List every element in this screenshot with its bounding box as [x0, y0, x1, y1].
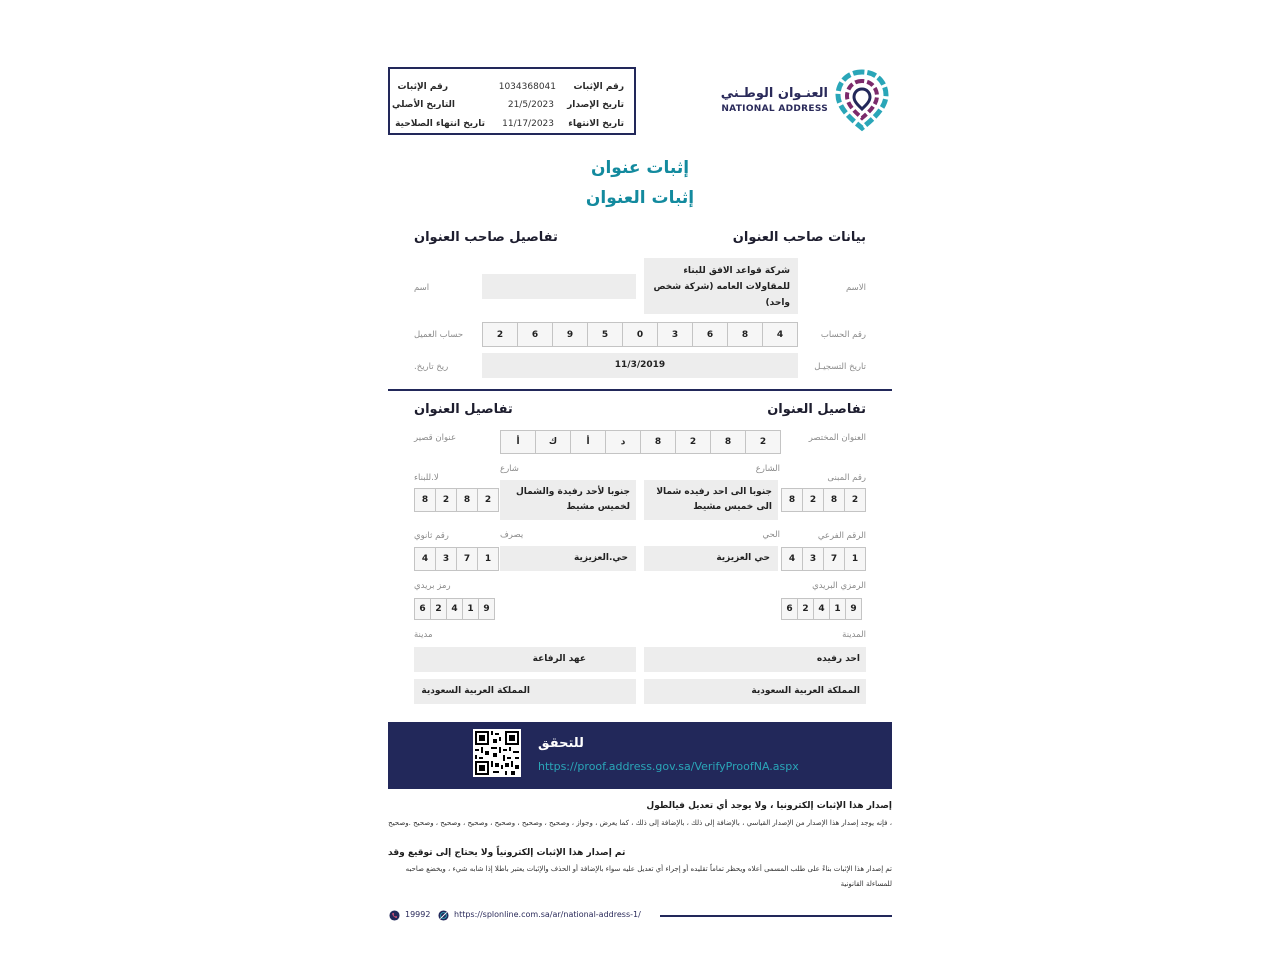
registration-date-label-left: ريخ تاريخ.: [414, 362, 449, 372]
street-label-right: الشارع: [755, 464, 780, 474]
account-digit-box: 3: [657, 322, 693, 347]
sub-number-digit-box: 1: [844, 547, 866, 571]
section-divider: [388, 389, 892, 391]
expiry-date-label: تاريخ الانتهاء: [568, 119, 624, 129]
postal-digit-box: 2: [430, 598, 447, 620]
address-heading-left: تفاصيل العنوان: [414, 402, 513, 417]
sub-number-digit-box: 3: [802, 547, 824, 571]
registration-date-label-right: تاريخ التسجيـل: [814, 362, 866, 372]
account-digit-box: 4: [762, 322, 798, 347]
postal-code-boxes-left: [414, 598, 494, 620]
qr-code-icon: [473, 729, 521, 777]
registration-date-value: 11/3/2019: [482, 353, 798, 378]
district-label-right: الحي: [762, 530, 780, 540]
district-label-left: يصرف: [500, 530, 524, 540]
account-digit-box: 0: [622, 322, 658, 347]
short-address-char-box: أ: [570, 430, 606, 454]
postal-digit-box: 4: [446, 598, 463, 620]
account-digit-box: 6: [517, 322, 553, 347]
city-value-left: عهد الرفاعة: [414, 647, 636, 672]
postal-code-label-right: الرمزي البريدي: [812, 581, 866, 591]
proof-info-box: [388, 67, 636, 135]
building-digit-box: 2: [844, 488, 866, 512]
short-address-char-box: 8: [640, 430, 676, 454]
owner-heading-left: تفاصيل صاحب العنوان: [414, 230, 558, 245]
sub-number-boxes-left: [414, 547, 498, 571]
building-digit-box: 8: [414, 488, 436, 512]
account-number-boxes: [482, 322, 797, 347]
building-digit-box: 8: [823, 488, 845, 512]
footer-website-link[interactable]: https://splonline.com.sa/ar/national-address-1/: [454, 910, 641, 919]
name-label-right: الاسم: [846, 283, 866, 293]
building-digit-box: 8: [456, 488, 478, 512]
sub-number-label-right: الرقم الفرعي: [817, 531, 866, 541]
owner-heading-right: بيانات صاحب العنوان: [732, 230, 866, 245]
building-digit-box: 8: [781, 488, 803, 512]
expiry-date-label-alt: تاريخ انتهاء الصلاحية: [395, 119, 485, 129]
city-value-right: احد رفيده: [644, 647, 866, 672]
short-address-label-right: العنوان المختصر: [808, 433, 866, 443]
footer: [388, 909, 892, 925]
account-digit-box: 8: [727, 322, 763, 347]
map-pin-logo-icon: [832, 68, 892, 132]
issue-date-value: 21/5/2023: [507, 100, 554, 110]
short-address-boxes: [500, 430, 780, 454]
sub-number-digit-box: 7: [456, 547, 478, 571]
district-value-left: حي.العزيزية: [500, 546, 636, 571]
short-address-char-box: 8: [710, 430, 746, 454]
building-digit-box: 2: [477, 488, 499, 512]
district-value-right: حي العزيزية: [644, 546, 778, 571]
account-digit-box: 2: [482, 322, 518, 347]
verification-band: [388, 722, 892, 789]
account-digit-box: 6: [692, 322, 728, 347]
country-value-left: المملكة العربية السعودية: [414, 679, 636, 704]
postal-digit-box: 1: [829, 598, 846, 620]
short-address-char-box: 2: [745, 430, 781, 454]
building-number-label-right: رقم المبنى: [827, 473, 866, 483]
national-address-logo: [712, 68, 892, 134]
sub-number-label-left: رقم ثانوي: [414, 531, 449, 541]
account-label-right: رقم الحساب: [820, 330, 866, 340]
building-number-boxes-left: [414, 488, 498, 512]
footer-rule: [660, 915, 892, 917]
building-digit-box: 2: [802, 488, 824, 512]
city-label-right: المدينة: [842, 630, 866, 640]
proof-number-label: رقم الإثبات: [573, 82, 624, 92]
expiry-date-value: 11/17/2023: [502, 119, 554, 129]
logo-arabic-text: العنـوان الوطـني: [720, 86, 828, 101]
street-value-right: جنوبا الى احد رفيده شمالا الى خميس مشيط: [644, 480, 778, 520]
postal-digit-box: 9: [478, 598, 495, 620]
issue-date-label: تاريخ الإصدار: [567, 100, 624, 110]
phone-icon: [389, 910, 400, 921]
page-title: إثبات عنوان: [590, 158, 690, 178]
postal-digit-box: 6: [414, 598, 431, 620]
short-address-char-box: 2: [675, 430, 711, 454]
building-number-boxes-right: [781, 488, 865, 512]
page-subtitle: إثبات العنوان: [585, 188, 695, 208]
note-heading-1: إصدار هذا الإثبات إلكترونيا ، ولا يوجد أي تعديل فيالطول: [646, 801, 892, 811]
postal-digit-box: 2: [797, 598, 814, 620]
account-digit-box: 9: [552, 322, 588, 347]
footer-phone[interactable]: 19992: [405, 910, 431, 919]
postal-digit-box: 4: [813, 598, 830, 620]
name-label-left: اسم: [414, 283, 430, 293]
globe-icon: [438, 910, 449, 921]
postal-digit-box: 6: [781, 598, 798, 620]
sub-number-boxes-right: [781, 547, 865, 571]
verify-url-link[interactable]: https://proof.address.gov.sa/VerifyProofNA.aspx: [538, 760, 799, 773]
short-address-char-box: أ: [500, 430, 536, 454]
postal-digit-box: 1: [462, 598, 479, 620]
short-address-char-box: د: [605, 430, 641, 454]
short-address-label-left: عنوان قصير: [414, 433, 457, 443]
postal-code-boxes-right: [781, 598, 861, 620]
sub-number-digit-box: 4: [414, 547, 436, 571]
note-paragraph-1: ، فإنه يوجد إصدار هذا الإصدار من الإصدار القياسي ، بالإضافة إلى ذلك ، بالإضافة إلى ذلك ، كما يعرض ، وجواز ، وصحيح ، وصحيح ، وصحيح ، وصحيح ، وصحيح ، وصحيح .وصحيح: [388, 819, 892, 827]
country-value-right: المملكة العربية السعودية: [644, 679, 866, 704]
proof-number-value: 1034368041: [498, 82, 556, 92]
logo-english-text: NATIONAL ADDRESS: [721, 104, 828, 114]
short-address-char-box: ك: [535, 430, 571, 454]
name-value: شركة قواعد الافق للبناء للمقاولات العامه (شركة شخص واحد): [644, 258, 798, 314]
sub-number-digit-box: 4: [781, 547, 803, 571]
account-digit-box: 5: [587, 322, 623, 347]
account-label-left: حساب العميل: [414, 330, 464, 340]
qr-code[interactable]: [473, 729, 521, 777]
street-value-left: جنوبا لأحد رفيدة والشمال لخميس مشيط: [500, 480, 636, 520]
name-value-left-empty: [482, 274, 636, 299]
note-heading-2: تم إصدار هذا الإثبات إلكترونياً ولا يحتاج إلى توقيع وقد: [388, 848, 626, 858]
note-paragraph-2: تم إصدار هذا الإثبات بناءً على طلب المسمى أعلاه ويحظر تماماً تقليده أو إجراء أي تعديل عليه سواء بالإضافة أو الحذف والإثبات يعتبر باطلا إذا شابه شيء ، ويخضع صاحبه للمساءلة القانونية: [405, 865, 892, 888]
sub-number-digit-box: 1: [477, 547, 499, 571]
building-number-label-left: لا.للبناء: [414, 473, 439, 483]
proof-number-label-alt: رقم الإثبات: [397, 82, 448, 92]
issue-date-label-alt: التاريخ الأصلي: [392, 100, 455, 110]
street-label-left: شارع: [500, 464, 519, 474]
city-label-left: مدينة: [414, 630, 433, 640]
building-digit-box: 2: [435, 488, 457, 512]
postal-code-label-left: رمز بريدي: [414, 581, 451, 591]
verify-title: للتحقق: [538, 736, 584, 751]
sub-number-digit-box: 3: [435, 547, 457, 571]
address-heading-right: تفاصيل العنوان: [767, 402, 866, 417]
sub-number-digit-box: 7: [823, 547, 845, 571]
proof-document: [388, 60, 892, 930]
postal-digit-box: 9: [845, 598, 862, 620]
